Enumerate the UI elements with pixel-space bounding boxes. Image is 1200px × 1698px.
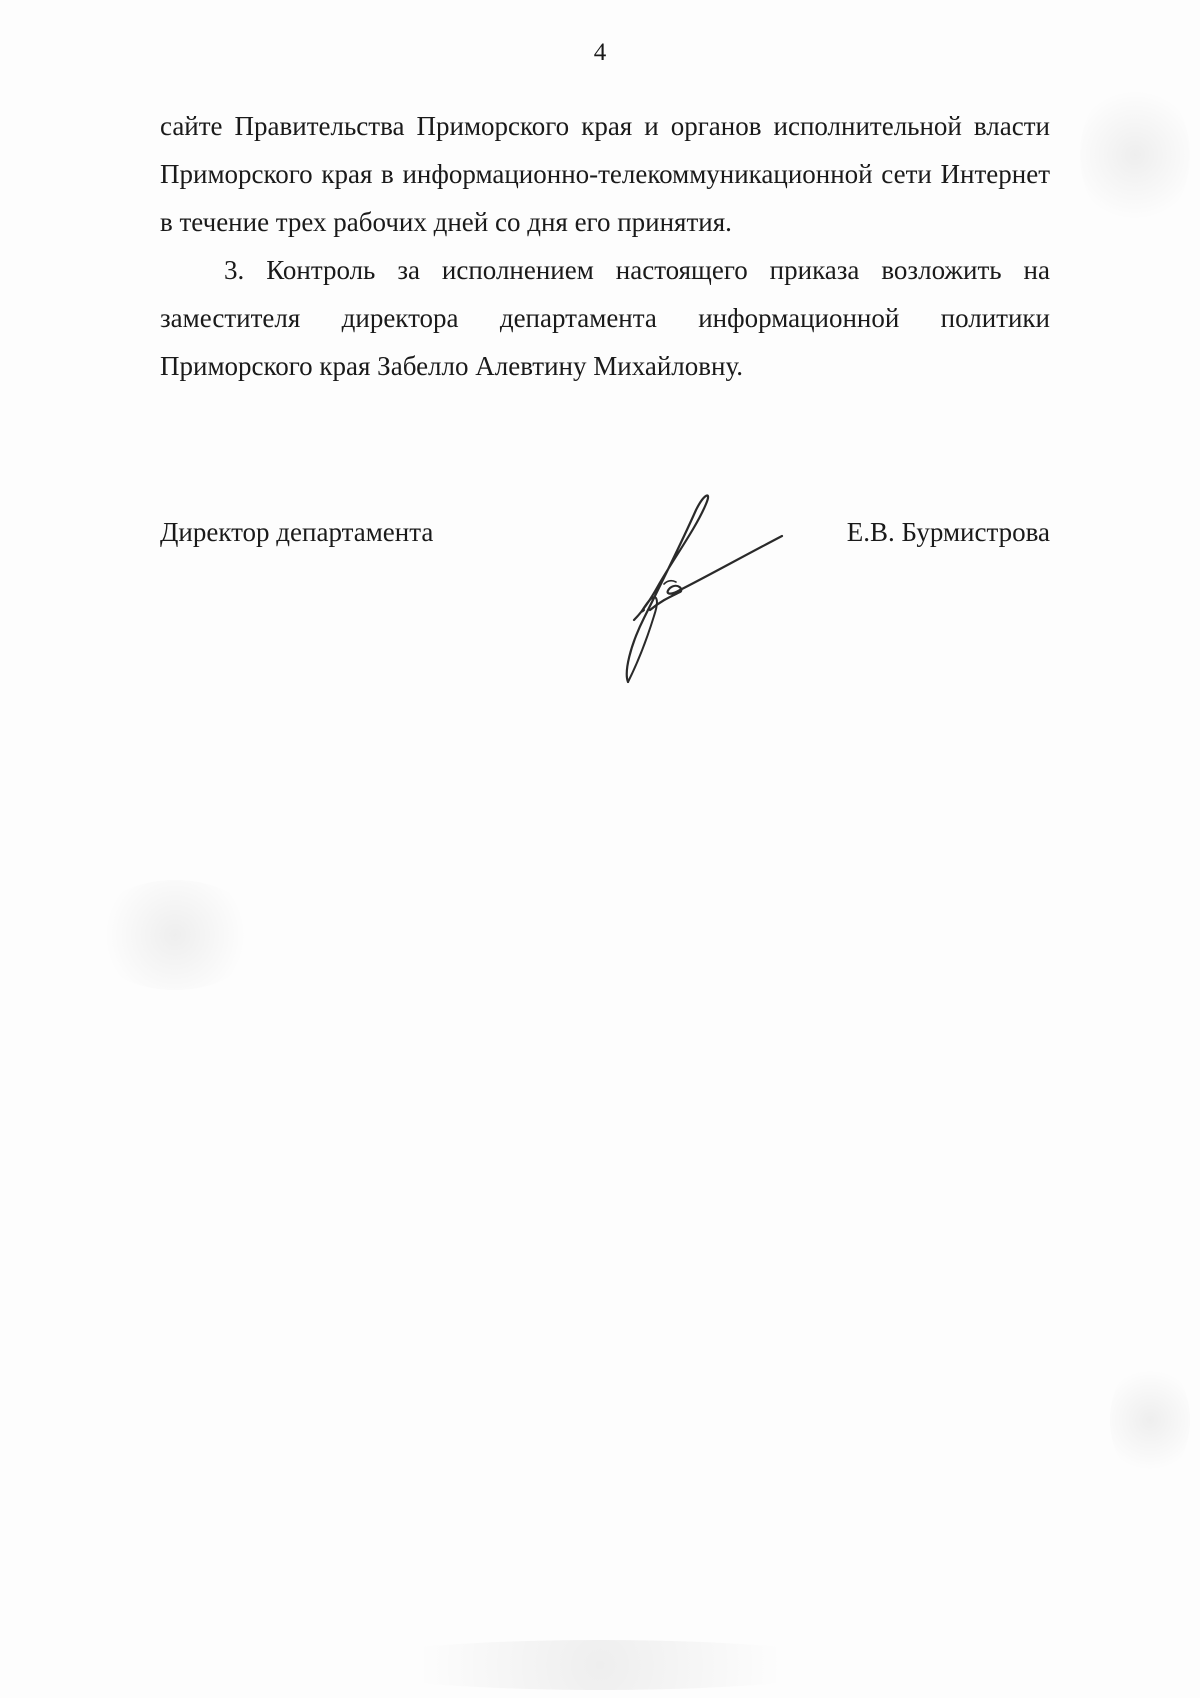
scan-smudge (1110, 1360, 1190, 1480)
signature-block (160, 512, 1050, 552)
page-number: 4 (593, 39, 607, 66)
signatory-position: Директор департамента (160, 517, 434, 547)
signatory-name: Е.В. Бурмистрова (846, 517, 1050, 547)
scan-smudge (90, 880, 260, 990)
scan-smudge (1080, 80, 1190, 230)
paragraph-item-3: 3. Контроль за исполнением настоящего приказа возложить на заместителя директора департамента информационной политики Приморского края Забелло Алевтину Михайловну. (160, 255, 1050, 381)
paragraph-continued: сайте Правительства Приморского края и органов исполнительной власти Приморского края в информационно-телекоммуникационной сети Интернет в течение трех рабочих дней со дня его принятия. (160, 111, 1050, 237)
document-body (160, 102, 1050, 390)
handwritten-signature (620, 486, 800, 686)
scan-smudge (340, 1640, 860, 1690)
